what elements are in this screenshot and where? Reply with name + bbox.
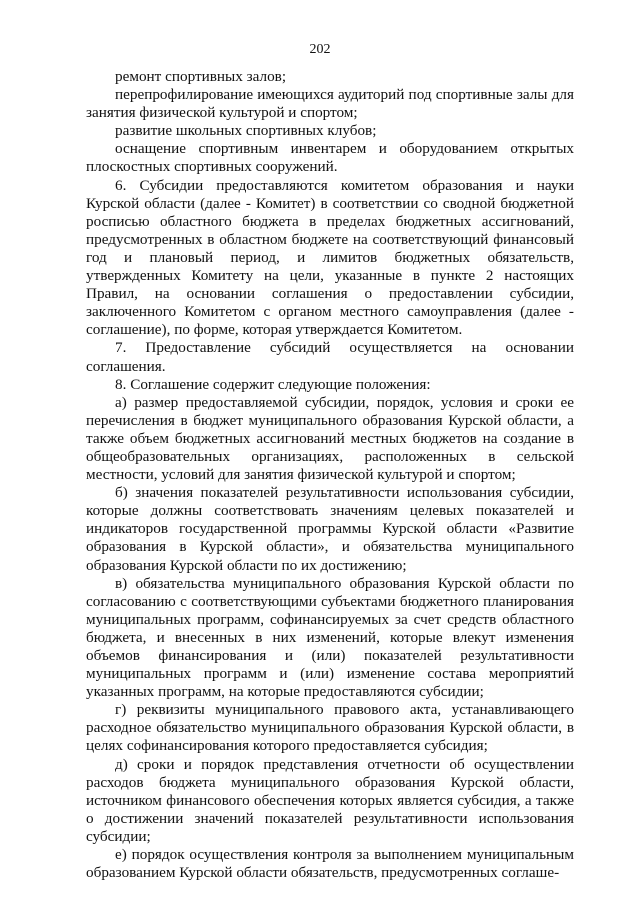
- paragraph-subclause-e: е) порядок осуществления контроля за выполнением муниципальным образованием Курской области обязательств, предусмотренных соглаше-: [86, 846, 574, 882]
- page-number: 202: [309, 42, 331, 57]
- paragraph-list-item-reprofiling: перепрофилирование имеющихся аудиторий под спортивные залы для занятия физической культурой и спортом;: [86, 86, 574, 122]
- paragraph-subclause-g: г) реквизиты муниципального правового акта, устанавливающего расходное обязательство муниципального образования Курской области, в целях софинансирования которого предоставляется субсидия;: [86, 701, 574, 755]
- paragraph-clause-7: 7. Предоставление субсидий осуществляется на основании соглашения.: [86, 339, 574, 375]
- paragraph-subclause-a: а) размер предоставляемой субсидии, порядок, условия и сроки ее перечисления в бюджет муниципального образования Курской области, а также объем бюджетных ассигнований местных бюджетов на создание в общеобразовательных организациях, расположенных в сельской местности, условий для занятия физической культурой и спортом;: [86, 393, 574, 484]
- paragraph-list-item-school-clubs: развитие школьных спортивных клубов;: [115, 122, 377, 140]
- paragraph-subclause-b: б) значения показателей результативности использования субсидии, которые должны соответствовать значениям целевых показателей и индикаторов государственной программы Курской области «Развитие образования в Курской области», и обязательства муниципального образования Курской области по их достижению;: [86, 484, 574, 574]
- paragraph-clause-8: 8. Соглашение содержит следующие положения:: [115, 375, 431, 393]
- paragraph-clause-6: 6. Субсидии предоставляются комитетом образования и науки Курской области (далее - Комитет) в соответствии со сводной бюджетной росписью областного бюджета в пределах бюджетных ассигнований, предусмотренных в областном бюджете на соответствующий финансовый год и плановый период, и лимитов бюджетных обязательств, утвержденных Комитету на цели, указанные в пункте 2 настоящих Правил, на основании соглашения о предоставлении субсидии, заключенного Комитетом с органом местного самоуправления (далее - соглашение), по форме, которая утверждается Комитетом.: [86, 176, 574, 339]
- paragraph-list-item-equipment: оснащение спортивным инвентарем и оборудованием открытых плоскостных спортивных сооружений.: [86, 140, 574, 176]
- paragraph-subclause-v: в) обязательства муниципального образования Курской области по согласованию с соответствующими субъектами бюджетного планирования муниципальных программ, софинансируемых за счет средств областного бюджета, и внесенных в них изменений, которые влекут изменения объемов финансирования и (или) показателей результативности муниципальных программ и (или) изменение состава мероприятий указанных программ, на которые предоставляются субсидии;: [86, 574, 574, 701]
- paragraph-subclause-d: д) сроки и порядок представления отчетности об осуществлении расходов бюджета муниципального образования Курской области, источником финансового обеспечения которых является субсидия, а также о достижении значений показателей результативности использования субсидии;: [86, 755, 574, 845]
- paragraph-list-item-gym-repair: ремонт спортивных залов;: [115, 68, 287, 85]
- page-body: [86, 68, 574, 882]
